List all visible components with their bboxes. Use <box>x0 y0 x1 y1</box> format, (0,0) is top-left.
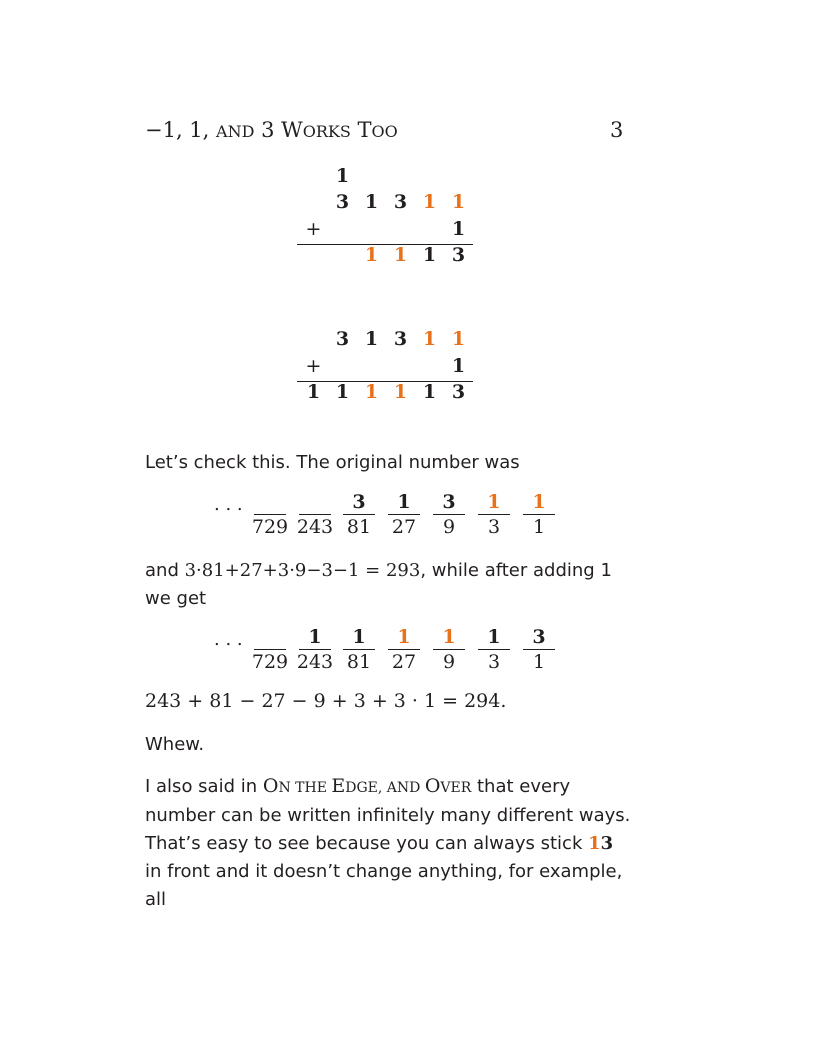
header-text: W <box>281 118 303 142</box>
sum-digit: 1 <box>393 381 408 403</box>
digit-slot <box>478 514 510 515</box>
addend-digit: 1 <box>451 191 466 213</box>
header-text: T <box>350 118 372 142</box>
addend-digit: 1 <box>422 191 437 213</box>
paragraph-text: I also said in <box>145 776 263 797</box>
digit-slot <box>343 514 375 515</box>
place-value: 729 <box>251 516 289 538</box>
sum-digit: 1 <box>393 244 408 266</box>
paragraph-text: that every number can be written infinitely many different ways. That’s easy to see because you can always stick <box>145 776 631 854</box>
sum-digit: 3 <box>451 244 466 266</box>
place-value: 243 <box>296 516 334 538</box>
place-value: 9 <box>442 516 456 538</box>
addend-digit: 1 <box>451 328 466 350</box>
ellipsis: . . . <box>214 494 243 515</box>
place-digit: 1 <box>487 626 501 648</box>
small-caps-title: DGE <box>345 780 378 796</box>
inline-digit: 3 <box>600 833 614 854</box>
digit-slot <box>388 649 420 650</box>
digit-slot <box>433 514 465 515</box>
sum-digit: 1 <box>422 381 437 403</box>
header-text: −1, 1, <box>145 118 217 142</box>
place-digit: 1 <box>532 491 546 513</box>
place-digit: 1 <box>397 626 411 648</box>
addition-problem-2 <box>297 328 477 413</box>
carry-digit: 1 <box>335 165 350 187</box>
digit-slot <box>299 649 331 650</box>
place-value: 27 <box>391 516 417 538</box>
sum-digit: 1 <box>306 381 321 403</box>
sum-digit: 1 <box>364 244 379 266</box>
place-value-diagram-1 <box>210 488 570 548</box>
place-value-diagram-2 <box>210 623 570 683</box>
addend-digit: 3 <box>335 191 350 213</box>
header-text: AND <box>216 122 255 141</box>
addend-digit: 3 <box>335 328 350 350</box>
place-digit: 1 <box>308 626 322 648</box>
header-text: OO <box>371 122 398 141</box>
place-digit: 3 <box>352 491 366 513</box>
digit-slot <box>388 514 420 515</box>
header-text: 3 <box>254 118 282 142</box>
running-header <box>145 118 398 142</box>
inline-digit: 1 <box>588 833 601 854</box>
digit-slot <box>299 514 331 515</box>
digit-slot <box>433 649 465 650</box>
place-value: 9 <box>442 651 456 673</box>
digit-slot <box>254 514 286 515</box>
place-value: 729 <box>251 651 289 673</box>
plus-sign: + <box>305 355 322 377</box>
paragraph-text: and <box>145 560 185 581</box>
paragraph: Whew. <box>145 734 205 755</box>
header-text: ORKS <box>302 122 351 141</box>
paragraph-text: , while after adding 1 we get <box>145 560 612 609</box>
small-caps-title: N <box>278 780 291 796</box>
place-value: 81 <box>346 651 372 673</box>
paragraph <box>145 772 635 914</box>
small-caps-title: THE <box>290 780 332 796</box>
addend-digit: 1 <box>364 191 379 213</box>
place-digit: 1 <box>397 491 411 513</box>
digit-slot <box>343 649 375 650</box>
place-value: 3 <box>487 516 501 538</box>
small-caps-title: E <box>331 775 346 797</box>
addition-problem-1 <box>297 165 477 275</box>
paragraph <box>145 557 635 613</box>
paragraph: Let’s check this. The original number was <box>145 452 520 473</box>
paragraph-text: in front and it doesn’t change anything, for example, all <box>145 861 623 910</box>
addend-digit: 1 <box>451 355 466 377</box>
place-digit: 1 <box>442 626 456 648</box>
addend-digit: 1 <box>364 328 379 350</box>
addend-digit: 1 <box>422 328 437 350</box>
small-caps-title: VER <box>440 780 472 796</box>
place-value: 81 <box>346 516 372 538</box>
small-caps-title: , AND <box>377 780 425 796</box>
sum-digit: 3 <box>451 381 466 403</box>
ellipsis: . . . <box>214 629 243 650</box>
place-value: 1 <box>532 651 546 673</box>
digit-slot <box>523 514 555 515</box>
sum-digit: 1 <box>335 381 350 403</box>
digit-slot <box>254 649 286 650</box>
addend-digit: 3 <box>393 191 408 213</box>
addend-digit: 1 <box>451 218 466 240</box>
sum-digit: 1 <box>364 381 379 403</box>
sum-digit: 1 <box>422 244 437 266</box>
digit-slot <box>523 649 555 650</box>
place-digit: 3 <box>442 491 456 513</box>
small-caps-title: O <box>424 775 441 797</box>
addend-digit: 3 <box>393 328 408 350</box>
place-value: 243 <box>296 651 334 673</box>
page-number: 3 <box>610 118 624 142</box>
small-caps-title: O <box>262 775 279 797</box>
place-digit: 1 <box>487 491 501 513</box>
digit-slot <box>478 649 510 650</box>
equation: 243 + 81 − 27 − 9 + 3 + 3 · 1 = 294. <box>145 690 507 712</box>
plus-sign: + <box>305 218 322 240</box>
place-digit: 3 <box>532 626 546 648</box>
place-digit: 1 <box>352 626 366 648</box>
inline-math: 3·81+27+3·9−3−1 = 293 <box>184 560 421 581</box>
place-value: 1 <box>532 516 546 538</box>
place-value: 3 <box>487 651 501 673</box>
place-value: 27 <box>391 651 417 673</box>
